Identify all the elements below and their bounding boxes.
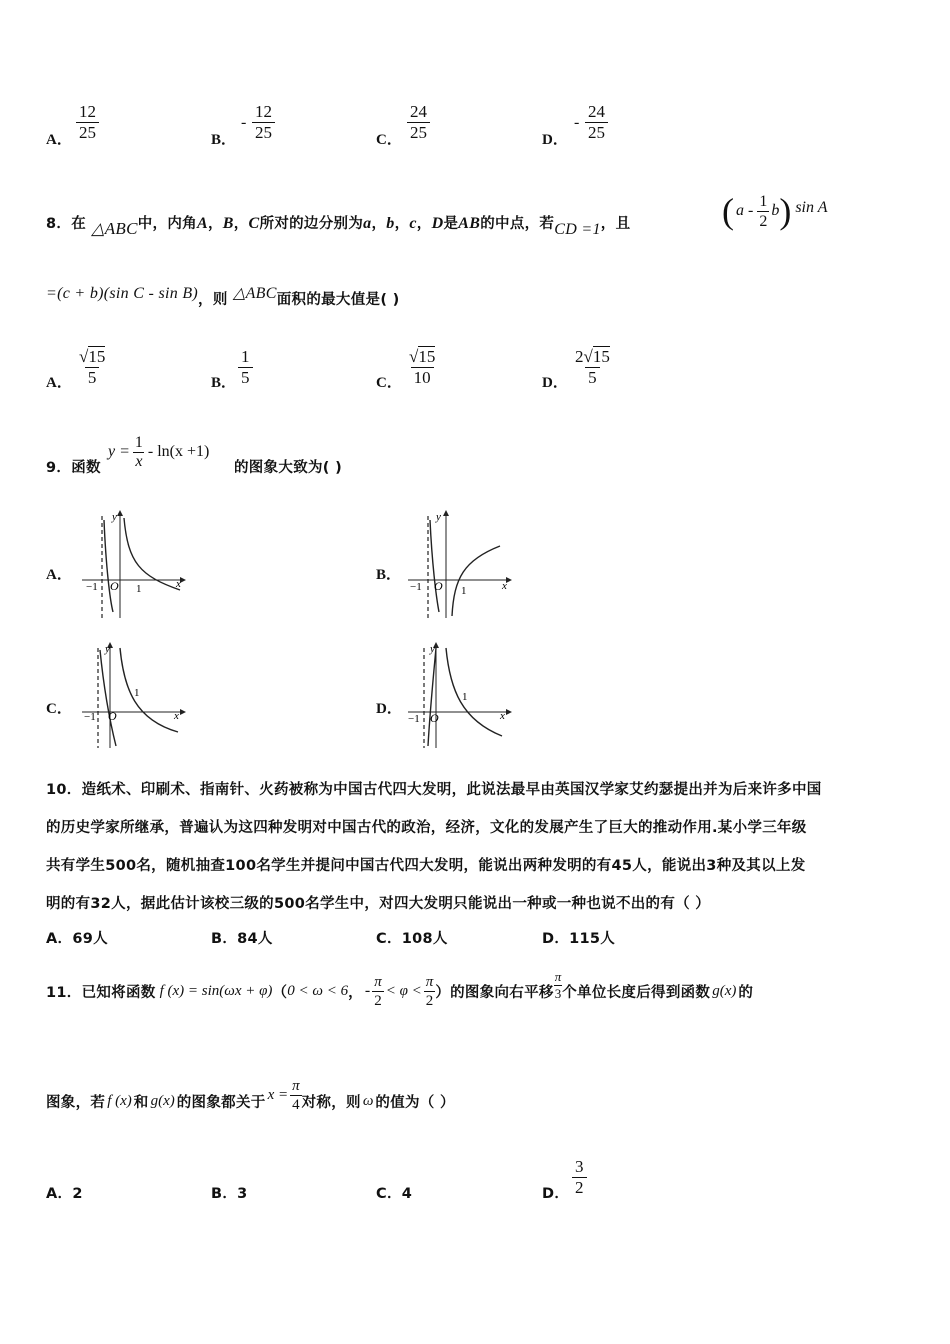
q8-option-c-fraction: $\frac{√15}{10}$ xyxy=(409,347,436,387)
x-axis-arrow xyxy=(506,577,512,583)
q9-option-c-label: C． xyxy=(46,701,72,717)
origin-label: O xyxy=(430,711,439,725)
q8-option-b-fraction: $\frac{1}{5}$ xyxy=(238,347,253,388)
q7-option-d-sign: - xyxy=(574,114,580,131)
curve-left xyxy=(104,520,113,612)
y-label: y xyxy=(105,643,110,655)
q11-pi-over-4: $\frac{\pi}{4}$ xyxy=(292,1077,300,1113)
q7-option-c-label: C． xyxy=(376,132,402,148)
one-label: 1 xyxy=(461,585,467,597)
q7-option-b-label: B． xyxy=(211,132,237,148)
q11-option-a: A．2 xyxy=(46,1186,83,1202)
curve-right xyxy=(452,546,500,616)
curve-left xyxy=(428,648,436,746)
q11-line-2: 图象，若 f (x) 和 g(x) 的图象都关于 x = $\frac{\pi}{4}$ 对称，则 ω 的值为（ ） xyxy=(46,1077,455,1113)
x-label: x xyxy=(502,580,507,592)
x-label: x xyxy=(176,578,181,590)
q10-option-a: A．69人 xyxy=(46,931,108,947)
q7-option-d-label: D． xyxy=(542,132,568,148)
q10-paragraph xyxy=(46,771,908,923)
y-label: y xyxy=(430,643,435,655)
q8-line-1: 8．在 △ABC中，内角A，B，C所对的边分别为a，b，c，D是AB的中点，若CD =1，且 xyxy=(46,215,631,238)
y-axis-arrow xyxy=(443,510,449,516)
q8-option-a-fraction: $\frac{√15}{5}$ xyxy=(79,347,106,387)
curve-right xyxy=(124,518,180,590)
q9-prompt-end: 的图象大致为( ) xyxy=(234,460,343,476)
q11-option-b: B．3 xyxy=(211,1186,248,1202)
neg-one-label: −1 xyxy=(86,581,98,593)
q9-graph-c xyxy=(80,640,190,750)
q9-graph-a xyxy=(80,508,190,620)
q7-option-b-fraction: $\frac{12}{25}$ xyxy=(252,102,275,143)
q9-function-formula: y = $\frac{1}{x}$ - ln(x +1) xyxy=(108,433,210,470)
q7-option-a-fraction: $\frac{12}{25}$ xyxy=(76,102,99,143)
q8-condition-part2: =(c + b)(sin C - sin B) xyxy=(46,285,199,302)
q11-option-d-fraction: $\frac{3}{2}$ xyxy=(572,1157,587,1198)
q10-line-3: 共有学生500名，随机抽查100名学生并提问中国古代四大发明，能说出两种发明的有45人，能说出3种及其以上发 xyxy=(46,858,806,874)
origin-label: O xyxy=(434,579,443,593)
q9-option-d-label: D． xyxy=(376,701,402,717)
q9-graph-d xyxy=(406,640,516,750)
q10-option-b: B．84人 xyxy=(211,931,273,947)
q8-cd-equation: CD =1 xyxy=(554,221,601,238)
q8-line-2: =(c + b)(sin C - sin B)，则 △ABC面积的最大值是( ) xyxy=(46,285,400,308)
q9-option-a-label: A． xyxy=(46,567,72,583)
q9-prompt-start: 9．函数 xyxy=(46,460,101,476)
q11-option-d-label: D． xyxy=(542,1186,570,1202)
q10-line-2: 的历史学家所继承，普遍认为这四种发明对中国古代的政治，经济，文化的发展产生了巨大的推动作用.某小学三年级 xyxy=(46,820,807,836)
neg-one-label: −1 xyxy=(84,711,96,723)
q10-line-1: 10．造纸术、印刷术、指南针、火药被称为中国古代四大发明，此说法最早由英国汉学家艾约瑟提出并为后来许多中国 xyxy=(46,782,822,798)
origin-label: O xyxy=(108,709,117,723)
q11-line-1: 11．已知将函数 f (x) = sin(ωx + φ) （ 0 < ω < 6 ， - π 2 < φ < π 2 ）的图象向右平移 π 3 个单位长度后得到函数 g(x) 的 xyxy=(46,968,754,1009)
q7-option-c-fraction: $\frac{24}{25}$ xyxy=(407,102,430,143)
one-label: 1 xyxy=(134,687,140,699)
q10-line-4: 明的有32人，据此估计该校三级的500名学生中，对四大发明只能说出一种或一种也说不出的有（ ） xyxy=(46,896,711,912)
q8-option-c-label: C． xyxy=(376,375,402,391)
x-label: x xyxy=(174,710,179,722)
q8-condition-part1: ( a - 1 2 b ) sin A xyxy=(722,191,828,231)
q11-omega-range: 0 < ω < 6 xyxy=(287,982,349,999)
curve-right xyxy=(446,648,502,736)
q10-option-d: D．115人 xyxy=(542,931,616,947)
q7-option-b-sign: - xyxy=(241,114,247,131)
curve-right xyxy=(120,648,178,732)
q11-pi-over-2: π 2 xyxy=(425,973,434,1009)
q11-pi-over-3: π 3 xyxy=(554,968,562,1001)
q8-option-a-label: A． xyxy=(46,375,72,391)
neg-one-label: −1 xyxy=(410,581,422,593)
q8-triangle: △ABC xyxy=(91,219,138,238)
origin-label: O xyxy=(110,579,119,593)
q8-option-b-label: B． xyxy=(211,375,237,391)
q11-function-definition: f (x) = sin(ωx + φ) xyxy=(159,982,273,999)
q11-neg-pi-over-2: π 2 xyxy=(374,973,382,1009)
curve-left xyxy=(430,520,439,612)
q9-option-b-label: B． xyxy=(376,567,402,583)
q7-option-d-fraction: $\frac{24}{25}$ xyxy=(585,102,608,143)
q11-option-c: C．4 xyxy=(376,1186,413,1202)
q8-option-d-fraction: $\frac{2√15}{5}$ xyxy=(575,347,610,387)
q7-option-a-label: A． xyxy=(46,132,72,148)
q10-option-c: C．108人 xyxy=(376,931,448,947)
neg-one-label: −1 xyxy=(408,713,420,725)
y-label: y xyxy=(436,511,441,523)
x-axis-arrow xyxy=(180,577,186,583)
x-axis-arrow xyxy=(506,709,512,715)
y-axis-arrow xyxy=(117,510,123,516)
q9-graph-b xyxy=(406,508,516,620)
x-label: x xyxy=(500,710,505,722)
curve-left xyxy=(100,650,116,746)
x-axis-arrow xyxy=(180,709,186,715)
one-label: 1 xyxy=(136,583,142,595)
y-label: y xyxy=(112,511,117,523)
q8-option-d-label: D． xyxy=(542,375,568,391)
one-label: 1 xyxy=(462,691,468,703)
